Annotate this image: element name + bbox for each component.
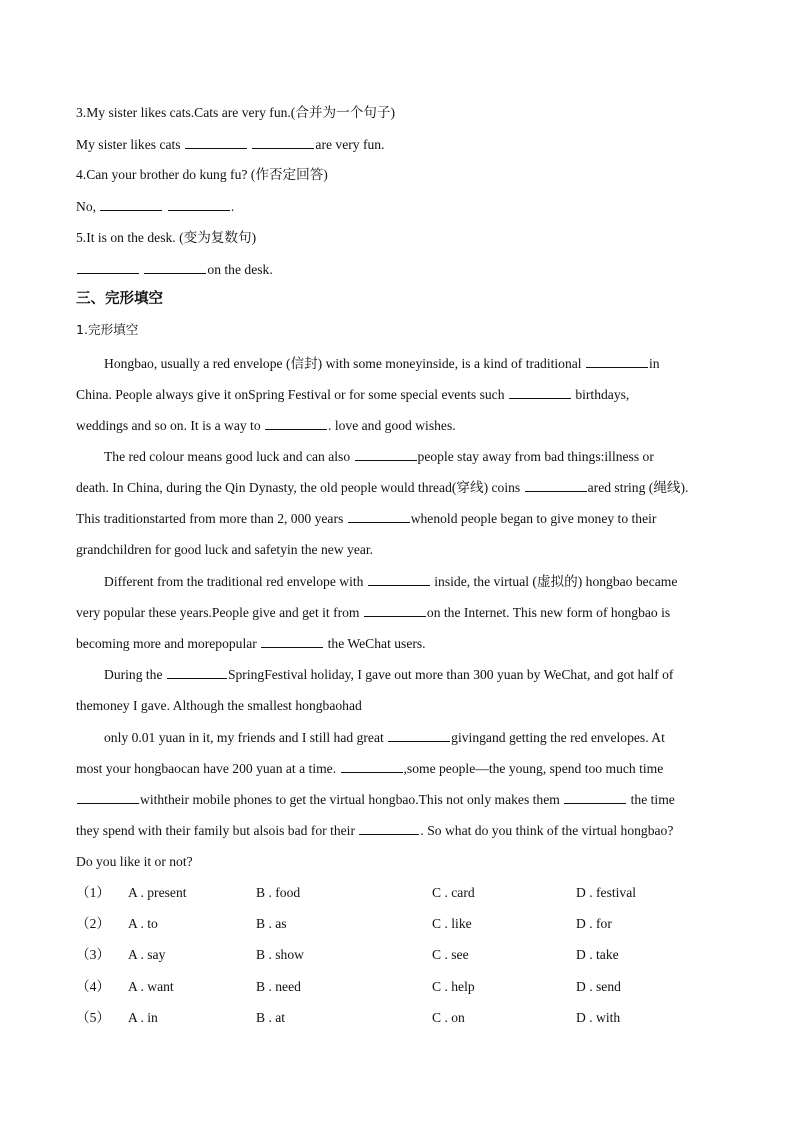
passage-line xyxy=(76,603,726,622)
option-c[interactable]: C . see xyxy=(432,947,469,962)
blank-7[interactable] xyxy=(368,572,430,586)
passage-line xyxy=(104,728,726,747)
question-4-prompt: 4.Can your brother do kung fu? (作否定回答) xyxy=(76,167,328,182)
passage-text: China. People always give it onSpring Festival or for some special events such xyxy=(76,387,505,402)
blank-2[interactable] xyxy=(509,385,571,399)
passage-text: During the xyxy=(104,667,163,682)
passage-text: the time xyxy=(630,792,675,807)
option-c[interactable]: C . card xyxy=(432,885,475,900)
question-5-prompt: 5.It is on the desk. (变为复数句) xyxy=(76,230,257,245)
option-a[interactable]: A . in xyxy=(128,1010,158,1025)
blank-3[interactable] xyxy=(265,416,327,430)
answer-blank[interactable] xyxy=(252,135,314,149)
option-b[interactable]: B . at xyxy=(256,1010,286,1025)
blank-11[interactable] xyxy=(388,728,450,742)
passage-line xyxy=(104,447,726,466)
answer-blank[interactable] xyxy=(144,260,206,274)
passage-text: . love and good wishes. xyxy=(328,418,456,433)
passage-text: in xyxy=(648,356,660,371)
option-d[interactable]: D . festival xyxy=(576,885,637,900)
question-number: （4） xyxy=(76,979,110,994)
option-row xyxy=(76,978,726,998)
passage-text: Different from the traditional red envelope with xyxy=(104,574,364,589)
blank-6[interactable] xyxy=(348,509,410,523)
option-b[interactable]: B . as xyxy=(256,916,287,931)
passage-text: weddings and so on. It is a way to xyxy=(76,418,261,433)
passage-text: birthdays, xyxy=(575,387,630,402)
option-b[interactable]: B . show xyxy=(256,947,304,962)
option-c[interactable]: C . help xyxy=(432,979,475,994)
passage-line xyxy=(104,665,726,684)
option-row xyxy=(76,915,726,935)
blank-14[interactable] xyxy=(564,790,626,804)
option-d[interactable]: D . for xyxy=(576,916,612,931)
blank-10[interactable] xyxy=(167,665,227,679)
passage-line xyxy=(76,790,726,809)
passage-text: most your hongbaocan have 200 yuan at a time. xyxy=(76,761,337,776)
passage-text: . So what do you think of the virtual hongbao? xyxy=(420,823,674,838)
passage-text: This traditionstarted from more than 2, 000 years xyxy=(76,511,344,526)
option-d[interactable]: D . send xyxy=(576,979,621,994)
option-c[interactable]: C . on xyxy=(432,1010,465,1025)
question-3-prompt: 3.My sister likes cats.Cats are very fun.(合并为一个句子) xyxy=(76,105,396,120)
passage-text: becoming more and morepopular xyxy=(76,636,257,651)
option-row xyxy=(76,946,726,966)
blank-8[interactable] xyxy=(364,603,426,617)
option-d[interactable]: D . with xyxy=(576,1010,621,1025)
passage-line: grandchildren for good luck and safetyin the new year. xyxy=(76,542,374,557)
question-4-answer-start: No, xyxy=(76,199,97,214)
question-number: （1） xyxy=(76,885,110,900)
section-subtitle: 1.完形填空 xyxy=(76,322,139,337)
question-number: （2） xyxy=(76,916,110,931)
passage-text: they spend with their family but alsois bad for their xyxy=(76,823,355,838)
passage-text: whenold people began to give money to their xyxy=(410,511,657,526)
passage-line xyxy=(76,478,726,497)
blank-15[interactable] xyxy=(359,821,419,835)
answer-blank[interactable] xyxy=(168,197,230,211)
blank-13[interactable] xyxy=(77,790,139,804)
question-4-answer-line xyxy=(76,197,726,216)
passage-text: ,some people—the young, spend too much time xyxy=(403,761,664,776)
passage-text: SpringFestival holiday, I gave out more than 300 yuan by WeChat, and got half of xyxy=(227,667,674,682)
blank-5[interactable] xyxy=(525,478,587,492)
option-b[interactable]: B . need xyxy=(256,979,301,994)
passage-text: only 0.01 yuan in it, my friends and I still had great xyxy=(104,730,384,745)
question-number: （5） xyxy=(76,1010,110,1025)
option-b[interactable]: B . food xyxy=(256,885,301,900)
passage-line xyxy=(76,416,726,435)
passage-text: people stay away from bad things:illness or xyxy=(417,449,654,464)
passage-line xyxy=(76,821,726,840)
passage-text: inside, the virtual (虚拟的) hongbao became xyxy=(434,574,678,589)
passage-text: ared string (绳线). xyxy=(587,480,689,495)
option-a[interactable]: A . to xyxy=(128,916,158,931)
answer-blank[interactable] xyxy=(77,260,139,274)
question-number: （3） xyxy=(76,947,110,962)
answer-blank[interactable] xyxy=(100,197,162,211)
blank-12[interactable] xyxy=(341,759,403,773)
passage-text: on the Internet. This new form of hongbao is xyxy=(426,605,671,620)
question-4-answer-end: . xyxy=(230,199,235,214)
passage-text: Hongbao, usually a red envelope (信封) with some moneyinside, is a kind of traditional xyxy=(104,356,582,371)
option-row xyxy=(76,884,726,904)
passage-line xyxy=(76,385,726,404)
passage-text: withtheir mobile phones to get the virtual hongbao.This not only makes them xyxy=(140,792,560,807)
option-a[interactable]: A . present xyxy=(128,885,187,900)
passage-line xyxy=(104,572,726,591)
passage-line: themoney I gave. Although the smallest hongbaohad xyxy=(76,698,362,713)
passage-line: Do you like it or not? xyxy=(76,854,193,869)
blank-9[interactable] xyxy=(261,634,323,648)
passage-text: The red colour means good luck and can also xyxy=(104,449,351,464)
option-d[interactable]: D . take xyxy=(576,947,619,962)
passage-text: givingand getting the red envelopes. At xyxy=(451,730,665,745)
passage-line xyxy=(104,354,726,373)
question-3-answer-end: are very fun. xyxy=(315,137,385,152)
option-c[interactable]: C . like xyxy=(432,916,472,931)
passage-line xyxy=(76,509,726,528)
passage-line xyxy=(76,759,726,778)
question-3-answer-line xyxy=(76,135,726,154)
passage-line xyxy=(76,634,726,653)
blank-1[interactable] xyxy=(586,354,648,368)
passage-text: very popular these years.People give and get it from xyxy=(76,605,360,620)
answer-blank[interactable] xyxy=(185,135,247,149)
question-3-answer-start: My sister likes cats xyxy=(76,137,181,152)
passage-text: death. In China, during the Qin Dynasty, the old people would thread(穿线) coins xyxy=(76,480,521,495)
question-5-answer-line xyxy=(76,260,726,279)
question-5-answer-end: on the desk. xyxy=(207,262,273,277)
blank-4[interactable] xyxy=(355,447,417,461)
option-row xyxy=(76,1009,726,1029)
passage-text: the WeChat users. xyxy=(327,636,426,651)
section-title: 三、完形填空 xyxy=(76,291,163,307)
option-a[interactable]: A . want xyxy=(128,979,174,994)
option-a[interactable]: A . say xyxy=(128,947,166,962)
